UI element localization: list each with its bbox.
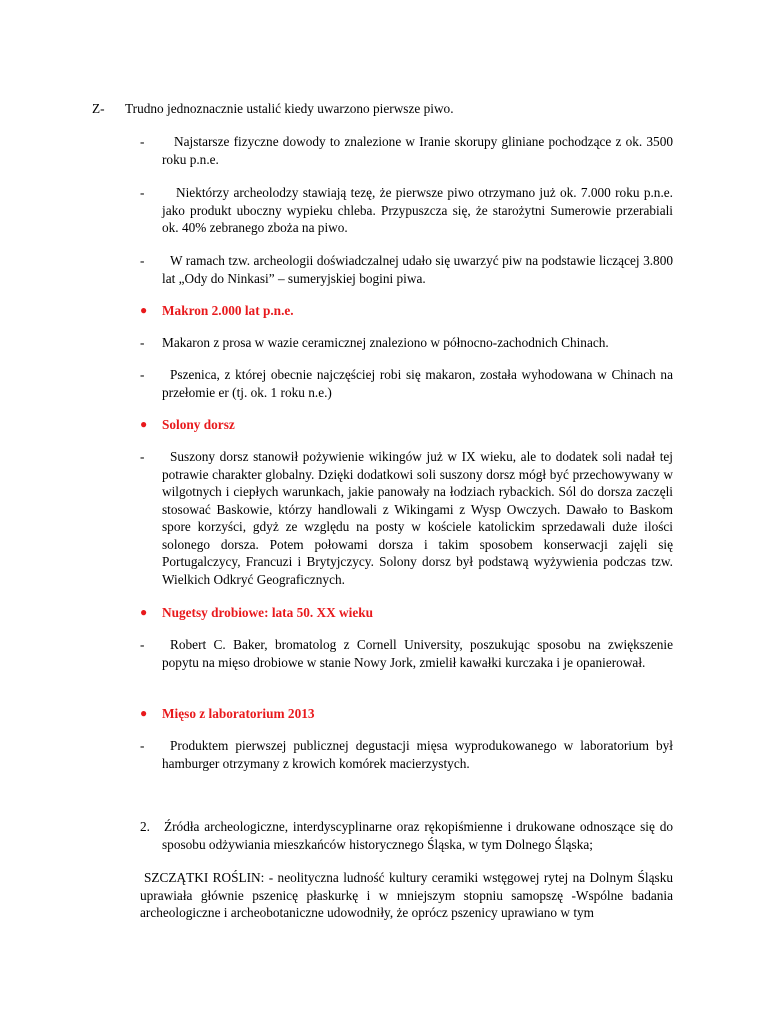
list-item: Suszony dorsz stanowił pożywienie wikingów już w IX wieku, ale to dodatek soli nadał tej potrawie charakter globalny. Dzięki dodatkowi soli suszony dorsz mógł być przechowywany w wilgotnych i ciepłych warunkach, jakie panowały na łodziach rybackich. Sól do dorsza zaczęli stosować Baskowie, którzy handlowali z Wikingami z Wysp Owczych. Dawało to Baskom spore korzyści, gdyż ze względu na posty w kościele katolickim sprzedawali duże ilości solonego dorsza. Potem połowami dorsza i takim sposobem konserwacji zajęli się Portugalczycy, Francuzi i Brytyjczycy. Solony dorsz był podstawą wyżywienia podczas tzw. Wielkich Odkryć Geograficznych. <box>162 449 673 587</box>
dash-marker: - <box>140 185 145 200</box>
intro-text: Trudno jednoznacznie ustalić kiedy uwarzono pierwsze piwo. <box>125 101 454 116</box>
section-heading: Nugetsy drobiowe: lata 50. XX wieku <box>162 605 374 620</box>
dash-marker: - <box>140 738 145 753</box>
list-item: Produktem pierwszej publicznej degustacji mięsa wyprodukowanego w laboratorium był hamburger otrzymany z krowich komórek macierzystych. <box>162 738 673 771</box>
section-heading: Makron 2.000 lat p.n.e. <box>162 303 294 318</box>
list-item: Pszenica, z której obecnie najczęściej robi się makaron, została wyhodowana w Chinach na przełomie er (tj. ok. 1 roku n.e.) <box>162 367 673 400</box>
section-heading: Mięso z laboratorium 2013 <box>162 706 315 721</box>
bullet-icon: ● <box>140 303 148 317</box>
list-item: Robert C. Baker, bromatolog z Cornell University, poszukując sposobu na zwiększenie popytu na mięso drobiowe w stanie Nowy Jork, zmielił kawałki kurczaka i je opanierował. <box>162 637 673 670</box>
list-item: Najstarsze fizyczne dowody to znalezione w Iranie skorupy gliniane pochodzące z ok. 3500 roku p.n.e. <box>162 134 673 167</box>
dash-marker: - <box>140 335 145 350</box>
point-text: Źródła archeologiczne, interdyscyplinarne oraz rękopiśmienne i drukowane odnoszące się do sposobu odżywiania mieszkańców historycznego Śląska, w tym Dolnego Śląska; <box>162 819 673 852</box>
dash-marker: - <box>140 253 145 268</box>
list-item: Niektórzy archeolodzy stawiają tezę, że pierwsze piwo otrzymano już ok. 7.000 roku p.n.e. jako produkt uboczny wypieku chleba. Przypuszcza się, że starożytni Sumerowie przerabiali ok. 40% zebranego zboża na piwo. <box>162 185 673 235</box>
intro-marker: Z- <box>92 101 105 116</box>
dash-marker: - <box>140 449 145 464</box>
bullet-icon: ● <box>140 605 148 619</box>
list-item: Makaron z prosa w wazie ceramicznej znaleziono w północno-zachodnich Chinach. <box>162 335 609 350</box>
dash-marker: - <box>140 637 145 652</box>
list-item: W ramach tzw. archeologii doświadczalnej udało się uwarzyć piw na podstawie liczącej 3.800 lat „Ody do Ninkasi” – sumeryjskiej bogini piwa. <box>162 253 673 286</box>
point-number: 2. <box>140 819 150 834</box>
closing-paragraph: SZCZĄTKI ROŚLIN: - neolityczna ludność kultury ceramiki wstęgowej rytej na Dolnym Śląsku uprawiała głównie pszenicę płaskurkę i w mniejszym stopniu samopszę -Wspólne badania archeologiczne i archeobotaniczne udowodniły, że oprócz pszenicy uprawiano w tym <box>140 870 673 920</box>
dash-marker: - <box>140 134 145 149</box>
section-heading: Solony dorsz <box>162 417 235 432</box>
bullet-icon: ● <box>140 706 148 720</box>
dash-marker: - <box>140 367 145 382</box>
bullet-icon: ● <box>140 417 148 431</box>
